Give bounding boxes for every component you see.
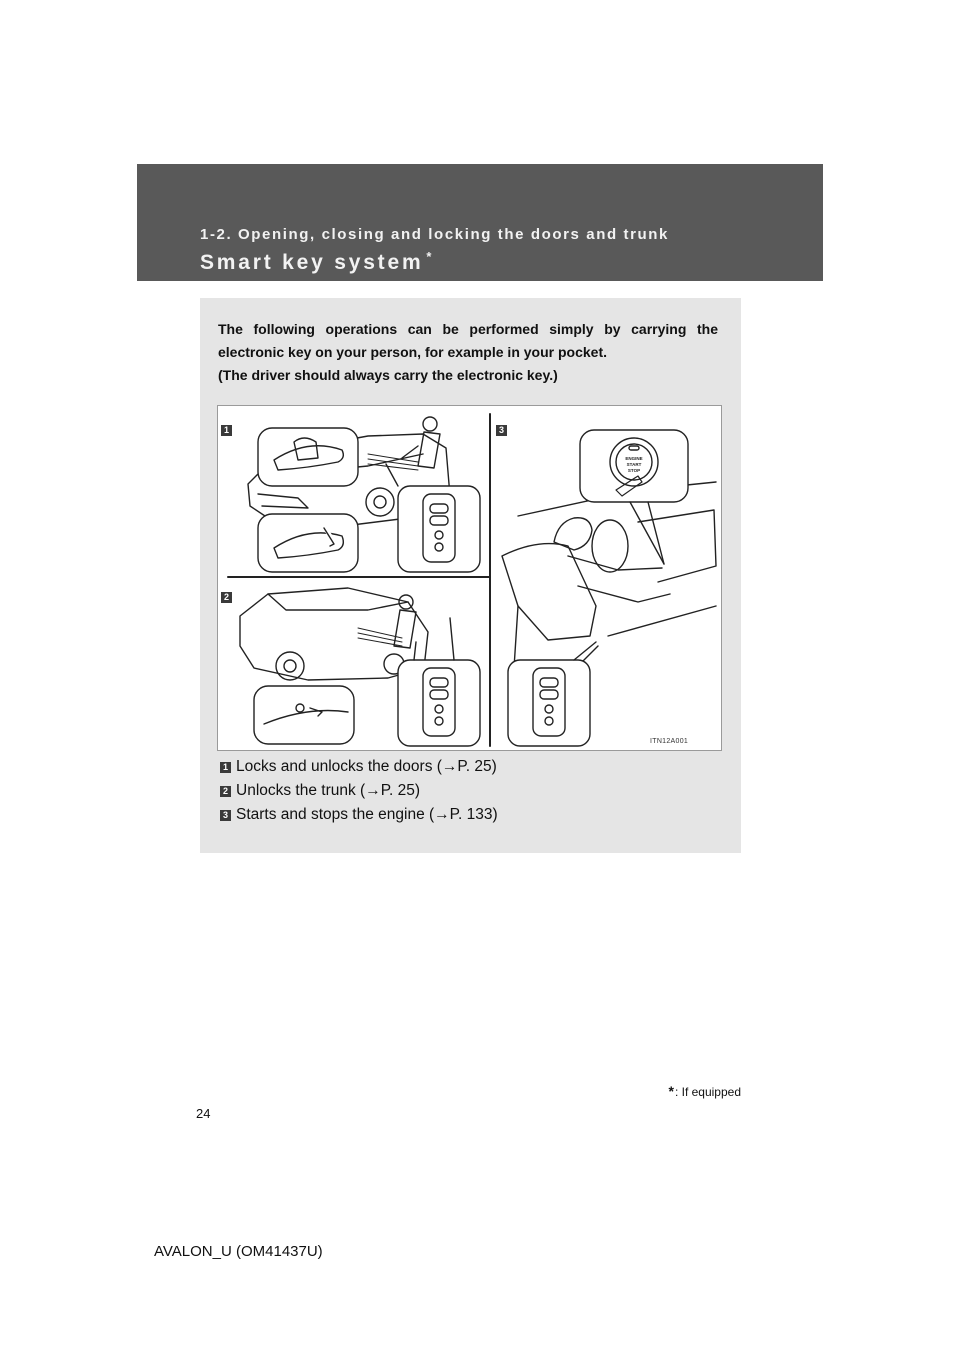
footnote-mark: *: [668, 1083, 674, 1099]
signal-lines-2: [358, 628, 402, 646]
document-id: AVALON_U (OM41437U): [154, 1243, 323, 1260]
trunk-button-callout: [254, 686, 354, 744]
section-label: 1-2. Opening, closing and locking the doors and trunk: [200, 226, 669, 243]
legend-text-3: Starts and stops the engine (→P. 133): [236, 806, 498, 823]
legend-marker-3: 3: [220, 810, 231, 821]
title-asterisk: *: [426, 249, 432, 264]
page-title-text: Smart key system: [200, 251, 424, 274]
key-fob-callout-2: [398, 660, 480, 746]
legend-item-3: [220, 803, 720, 827]
illustration-code: ITN12A001: [650, 738, 689, 745]
legend-marker-2: 2: [220, 786, 231, 797]
intro-line-1: The following operations can be performed simply by carrying the: [218, 321, 718, 337]
legend: [220, 755, 720, 827]
callout-marker-3: 3: [496, 425, 507, 436]
key-fob-callout-3: [508, 660, 590, 746]
page-title: [200, 249, 431, 275]
info-box: [200, 298, 741, 853]
footnote-text: : If equipped: [674, 1085, 741, 1099]
intro-line-2: electronic key on your person, for example in your pocket.: [218, 344, 607, 360]
illustration-drawing: [218, 406, 721, 750]
intro-line-3: (The driver should always carry the electronic key.): [218, 367, 558, 383]
engine-button-label-3: STOP: [627, 468, 641, 473]
engine-button-label-2: START: [626, 462, 642, 467]
callout-marker-2: 2: [221, 592, 232, 603]
header-band: [137, 164, 823, 281]
legend-text-2: Unlocks the trunk (→P. 25): [236, 782, 421, 799]
legend-item-1: [220, 755, 720, 779]
legend-item-2: [220, 779, 720, 803]
intro-text: [218, 318, 718, 387]
illustration: [217, 405, 722, 751]
footnote: [668, 1083, 741, 1099]
callout-marker-1: 1: [221, 425, 232, 436]
legend-marker-1: 1: [220, 762, 231, 773]
legend-text-1: Locks and unlocks the doors (→P. 25): [236, 758, 497, 775]
driver-interior-drawing: [502, 482, 716, 676]
engine-button-label-1: ENGINE: [625, 456, 643, 461]
page-number: 24: [196, 1106, 211, 1121]
key-fob-callout-1: [398, 486, 480, 572]
